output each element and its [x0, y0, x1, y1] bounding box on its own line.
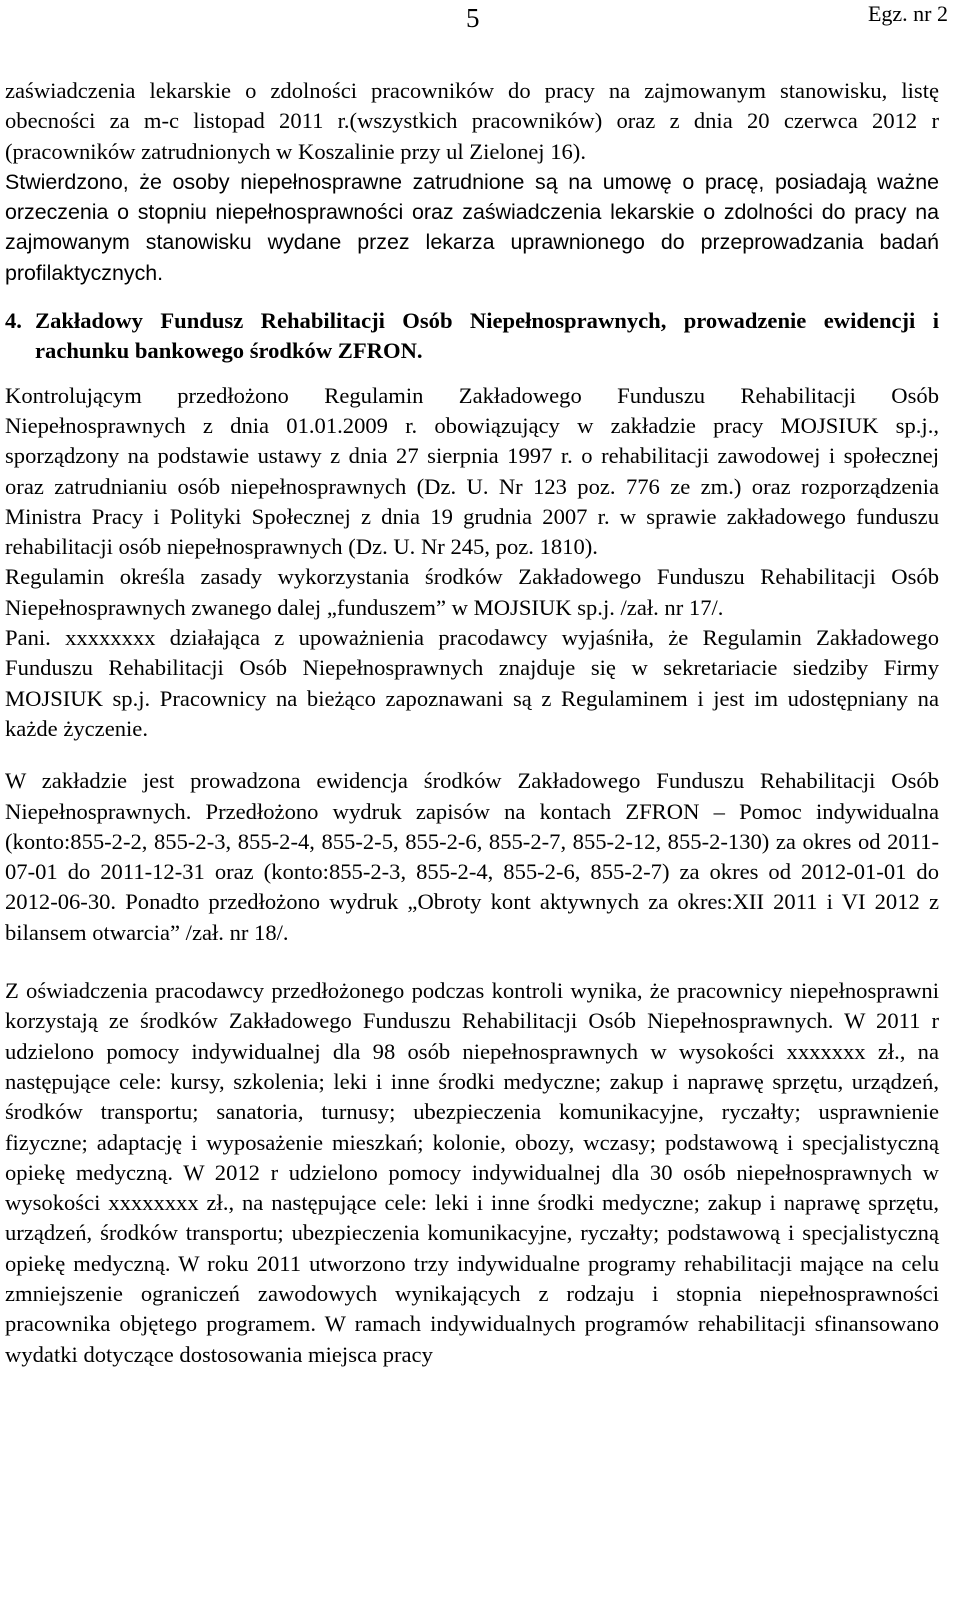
- page-number: 5: [466, 3, 480, 33]
- section-heading: [5, 306, 939, 367]
- paragraph-findings: Stwierdzono, że osoby niepełnosprawne zatrudnione są na umowę o pracę, posiadają ważne orzeczenia o stopniu niepełnosprawności oraz zaświadczenia lekarskie o zdolności do pracy na zajmowanym stanowisku wydane przez lekarza uprawnionego do przeprowadzania badań profilaktycznych.: [5, 169, 939, 285]
- section-title: Zakładowy Fundusz Rehabilitacji Osób Niepełnosprawnych, prowadzenie ewidencji i rachunku bankowego środków ZFRON.: [35, 308, 939, 364]
- page-content: [5, 76, 939, 1370]
- paragraph-regulation-scope: Regulamin określa zasady wykorzystania środków Zakładowego Funduszu Rehabilitacji Osób Niepełnosprawnych zwanego dalej „funduszem” w MOJSIUK sp.j. /zał. nr 17/.: [5, 564, 939, 620]
- paragraph-explanation: Pani. xxxxxxxx działająca z upoważnienia pracodawcy wyjaśniła, że Regulamin Zakładowego Funduszu Rehabilitacji Osób Niepełnosprawnych znajduje się w sekretariacie siedziby Firmy MOJSIUK sp.j. Pracownicy na bieżąco zapoznawani są z Regulaminem i jest im udostępniany na każde życzenie.: [5, 625, 939, 741]
- paragraph-documents: zaświadczenia lekarskie o zdolności pracowników do pracy na zajmowanym stanowisku, listę obecności za m-c listopad 2011 r.(wszystkich pracowników) oraz z dnia 20 czerwca 2012 r (pracowników zatrudnionych w Koszalinie przy ul Zielonej 16).: [5, 78, 939, 164]
- paragraph-records: W zakładzie jest prowadzona ewidencja środków Zakładowego Funduszu Rehabilitacji Osób Niepełnosprawnych. Przedłożono wydruk zapisów na kontach ZFRON – Pomoc indywidualna (konto:855-2-2, 855-2-3, 855-2-4, 855-2-5, 855-2-6, 855-2-7, 855-2-12, 855-2-130) za okres od 2011-07-01 do 2011-12-31 oraz (konto:855-2-3, 855-2-4, 855-2-6, 855-2-7) za okres od 2012-01-01 do 2012-06-30. Ponadto przedłożono wydruk „Obroty kont aktywnych za okres:XII 2011 i VI 2012 z bilansem otwarcia” /zał. nr 18/.: [5, 768, 939, 945]
- section-number: 4.: [5, 308, 22, 334]
- paragraph-regulations: Kontrolującym przedłożono Regulamin Zakładowego Funduszu Rehabilitacji Osób Niepełnosprawnych z dnia 01.01.2009 r. obowiązujący w zakładzie pracy MOJSIUK sp.j., sporządzony na podstawie ustawy z dnia 27 sierpnia 1997 r. o rehabilitacji zawodowej i społecznej oraz zatrudnianiu osób niepełnosprawnych (Dz. U. Nr 123 poz. 776 ze zm.) oraz rozporządzenia Ministra Pracy i Polityki Społecznej z dnia 19 grudnia 2007 r. w sprawie zakładowego funduszu rehabilitacji osób niepełnosprawnych (Dz. U. Nr 245, poz. 1810).: [5, 382, 939, 560]
- copy-label: Egz. nr 2: [867, 1, 948, 26]
- paragraph-statement: Z oświadczenia pracodawcy przedłożonego podczas kontroli wynika, że pracownicy niepełnosprawni korzystają ze środków Zakładowego Funduszu Rehabilitacji Osób Niepełnosprawnych. W 2011 r udzielono pomocy indywidualnej dla 98 osób niepełnosprawnych w wysokości xxxxxxx zł., na następujące cele: kursy, szkolenia; leki i inne środki medyczne; zakup i naprawę sprzętu, urządzeń, środków transportu; sanatoria, turnusy; ubezpieczenia komunikacyjne, ryczałty; usprawnienie fizyczne; adaptację i wyposażenie mieszkań; kolonie, obozy, wczasy; podstawową i specjalistyczną opiekę medyczną. W 2012 r udzielono pomocy indywidualnej dla 30 osób niepełnosprawnych w wysokości xxxxxxxx zł., na następujące cele: leki i inne środki medyczne; zakup i naprawę sprzętu, urządzeń, środków transportu; ubezpieczenia komunikacyjne, ryczałty; podstawową i specjalistyczną opiekę medyczną. W roku 2011 utworzono trzy indywidualne programy rehabilitacji mające na celu zmniejszenie ograniczeń zawodowych wynikających z rodzaju i stopnia niepełnosprawności pracownika objętego programem. W ramach indywidualnych programów rehabilitacji sfinansowano wydatki dotyczące dostosowania miejsca pracy: [5, 978, 939, 1367]
